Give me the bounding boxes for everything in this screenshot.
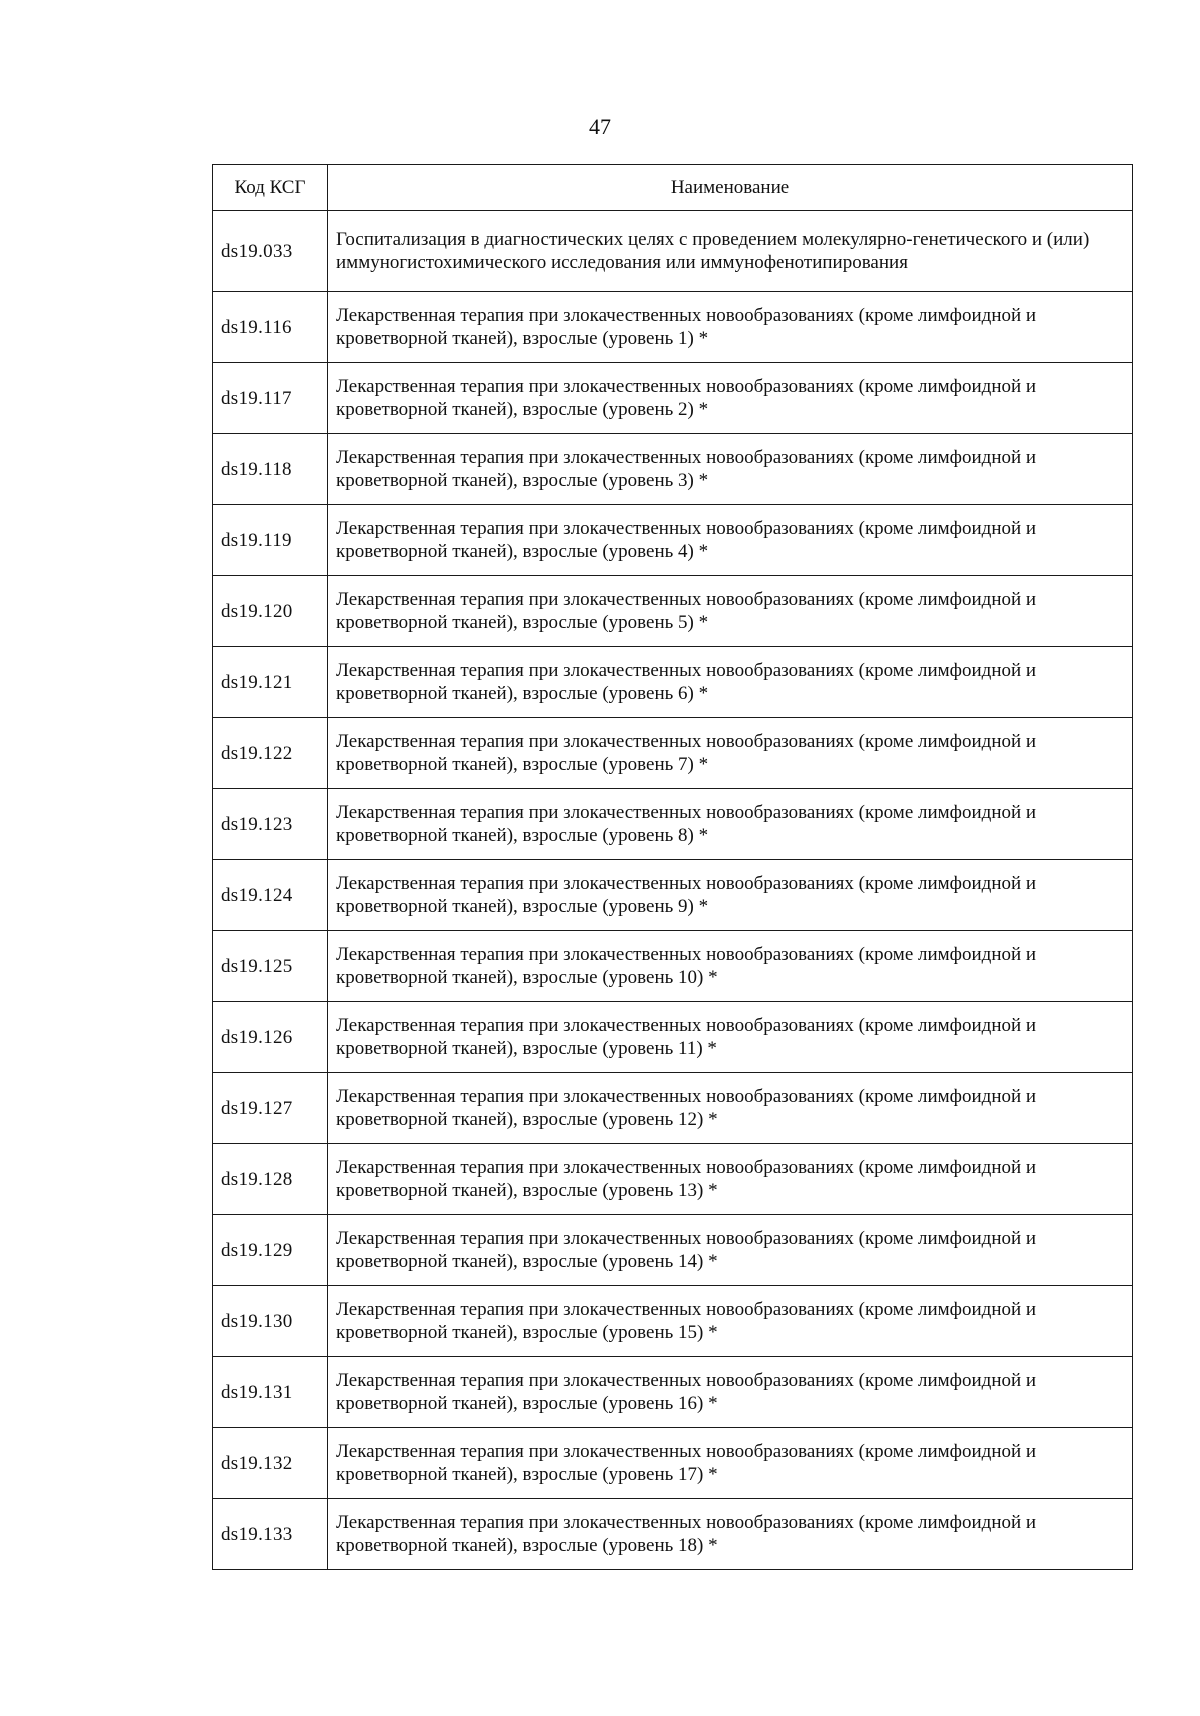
ksg-code-cell: ds19.132 bbox=[213, 1428, 328, 1499]
ksg-name-cell: Лекарственная терапия при злокачественных новообразованиях (кроме лимфоидной и кроветворной тканей), взрослые (уровень 4) * bbox=[328, 505, 1133, 576]
ksg-table bbox=[212, 164, 1133, 1570]
table-row bbox=[213, 1073, 1133, 1144]
ksg-name-cell: Лекарственная терапия при злокачественных новообразованиях (кроме лимфоидной и кроветворной тканей), взрослые (уровень 16) * bbox=[328, 1357, 1133, 1428]
page-number: 47 bbox=[589, 114, 611, 139]
table-row bbox=[213, 292, 1133, 363]
ksg-code-cell: ds19.118 bbox=[213, 434, 328, 505]
ksg-name-cell: Лекарственная терапия при злокачественных новообразованиях (кроме лимфоидной и кроветворной тканей), взрослые (уровень 15) * bbox=[328, 1286, 1133, 1357]
table-row bbox=[213, 860, 1133, 931]
table-row bbox=[213, 1286, 1133, 1357]
table-row bbox=[213, 434, 1133, 505]
table-row bbox=[213, 1144, 1133, 1215]
header-name: Наименование bbox=[328, 165, 1133, 211]
table-row bbox=[213, 1357, 1133, 1428]
table-row bbox=[213, 576, 1133, 647]
table-row bbox=[213, 211, 1133, 292]
table-row bbox=[213, 1428, 1133, 1499]
ksg-name-cell: Лекарственная терапия при злокачественных новообразованиях (кроме лимфоидной и кроветворной тканей), взрослые (уровень 12) * bbox=[328, 1073, 1133, 1144]
ksg-name-cell: Лекарственная терапия при злокачественных новообразованиях (кроме лимфоидной и кроветворной тканей), взрослые (уровень 10) * bbox=[328, 931, 1133, 1002]
table-row bbox=[213, 647, 1133, 718]
ksg-code-cell: ds19.125 bbox=[213, 931, 328, 1002]
ksg-name-cell: Лекарственная терапия при злокачественных новообразованиях (кроме лимфоидной и кроветворной тканей), взрослые (уровень 18) * bbox=[328, 1499, 1133, 1570]
ksg-name-cell: Лекарственная терапия при злокачественных новообразованиях (кроме лимфоидной и кроветворной тканей), взрослые (уровень 6) * bbox=[328, 647, 1133, 718]
ksg-code-cell: ds19.123 bbox=[213, 789, 328, 860]
ksg-name-cell: Лекарственная терапия при злокачественных новообразованиях (кроме лимфоидной и кроветворной тканей), взрослые (уровень 17) * bbox=[328, 1428, 1133, 1499]
ksg-code-cell: ds19.119 bbox=[213, 505, 328, 576]
ksg-name-cell: Лекарственная терапия при злокачественных новообразованиях (кроме лимфоидной и кроветворной тканей), взрослые (уровень 9) * bbox=[328, 860, 1133, 931]
table-row bbox=[213, 931, 1133, 1002]
ksg-code-cell: ds19.131 bbox=[213, 1357, 328, 1428]
ksg-name-cell: Госпитализация в диагностических целях с проведением молекулярно-генетического и (или) иммуногистохимического исследования или иммунофенотипирования bbox=[328, 211, 1133, 292]
ksg-code-cell: ds19.033 bbox=[213, 211, 328, 292]
ksg-code-cell: ds19.129 bbox=[213, 1215, 328, 1286]
table-row bbox=[213, 1002, 1133, 1073]
table-row bbox=[213, 1499, 1133, 1570]
ksg-code-cell: ds19.126 bbox=[213, 1002, 328, 1073]
table-row bbox=[213, 1215, 1133, 1286]
table-header bbox=[213, 165, 1133, 211]
ksg-name-cell: Лекарственная терапия при злокачественных новообразованиях (кроме лимфоидной и кроветворной тканей), взрослые (уровень 11) * bbox=[328, 1002, 1133, 1073]
table-row bbox=[213, 789, 1133, 860]
ksg-code-cell: ds19.133 bbox=[213, 1499, 328, 1570]
ksg-code-cell: ds19.130 bbox=[213, 1286, 328, 1357]
table-body bbox=[213, 211, 1133, 1570]
ksg-code-cell: ds19.117 bbox=[213, 363, 328, 434]
ksg-name-cell: Лекарственная терапия при злокачественных новообразованиях (кроме лимфоидной и кроветворной тканей), взрослые (уровень 3) * bbox=[328, 434, 1133, 505]
ksg-name-cell: Лекарственная терапия при злокачественных новообразованиях (кроме лимфоидной и кроветворной тканей), взрослые (уровень 2) * bbox=[328, 363, 1133, 434]
header-code: Код КСГ bbox=[213, 165, 328, 211]
ksg-code-cell: ds19.122 bbox=[213, 718, 328, 789]
ksg-code-cell: ds19.128 bbox=[213, 1144, 328, 1215]
ksg-name-cell: Лекарственная терапия при злокачественных новообразованиях (кроме лимфоидной и кроветворной тканей), взрослые (уровень 1) * bbox=[328, 292, 1133, 363]
ksg-code-cell: ds19.116 bbox=[213, 292, 328, 363]
table-row bbox=[213, 505, 1133, 576]
ksg-code-cell: ds19.120 bbox=[213, 576, 328, 647]
table-row bbox=[213, 718, 1133, 789]
ksg-name-cell: Лекарственная терапия при злокачественных новообразованиях (кроме лимфоидной и кроветворной тканей), взрослые (уровень 8) * bbox=[328, 789, 1133, 860]
ksg-code-cell: ds19.121 bbox=[213, 647, 328, 718]
ksg-name-cell: Лекарственная терапия при злокачественных новообразованиях (кроме лимфоидной и кроветворной тканей), взрослые (уровень 14) * bbox=[328, 1215, 1133, 1286]
ksg-code-cell: ds19.124 bbox=[213, 860, 328, 931]
table-row bbox=[213, 363, 1133, 434]
ksg-name-cell: Лекарственная терапия при злокачественных новообразованиях (кроме лимфоидной и кроветворной тканей), взрослые (уровень 5) * bbox=[328, 576, 1133, 647]
ksg-name-cell: Лекарственная терапия при злокачественных новообразованиях (кроме лимфоидной и кроветворной тканей), взрослые (уровень 13) * bbox=[328, 1144, 1133, 1215]
header-row bbox=[213, 165, 1133, 211]
ksg-code-cell: ds19.127 bbox=[213, 1073, 328, 1144]
ksg-name-cell: Лекарственная терапия при злокачественных новообразованиях (кроме лимфоидной и кроветворной тканей), взрослые (уровень 7) * bbox=[328, 718, 1133, 789]
